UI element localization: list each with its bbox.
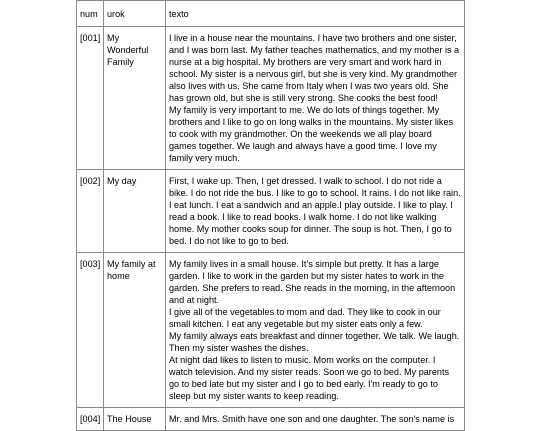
row-text-cell [166, 408, 465, 431]
row-lesson-title-cell: My Wonderful Family [104, 27, 166, 170]
row-num-cell: [001] [77, 27, 104, 170]
row-num-cell: [003] [77, 253, 104, 408]
text-paragraph: Mr. and Mrs. Smith have one son and one daughter. The son's name is [169, 414, 455, 424]
text-paragraph: My family always eats breakfast and dinner together. We talk. We laugh. [169, 331, 460, 341]
table-row [77, 170, 465, 253]
text-paragraph: Then my sister washes the dishes. [169, 343, 309, 353]
row-text-cell [166, 27, 465, 170]
lessons-table [76, 0, 465, 431]
row-num-cell: [004] [77, 408, 104, 431]
header-row [77, 1, 465, 27]
row-num-cell: [002] [77, 170, 104, 253]
row-text-cell [166, 253, 465, 408]
table-row [77, 253, 465, 408]
column-header-texto: texto [166, 1, 465, 27]
row-lesson-title-cell: My family at home [104, 253, 166, 408]
table-row [77, 27, 465, 170]
column-header-num: num [77, 1, 104, 27]
text-paragraph: At night dad likes to listen to music. Mom works on the computer. I watch television. And my sister reads. Soon we go to bed. My parents go to bed late but my sister and I go to bed early. I'm ready to go to sleep but my sister wants to keep reading. [169, 355, 450, 401]
text-paragraph: I live in a house near the mountains. I have two brothers and one sister, and I was born last. My father teaches mathematics, and my mother is a nurse at a big hospital. My brothers are very smart and work hard in school. My sister is a nervous girl, but she is very kind. My grandmother also lives with us. She came from Italy when I was two years old. She has grown old, but she is still very strong. She cooks the best food! [169, 33, 460, 103]
column-header-urok: urok [104, 1, 166, 27]
text-paragraph: My family lives in a small house. It's simple but pretty. It has a large garden. I like to work in the garden but my sister hates to work in the garden. She prefers to read. She reads in the morning, in the afternoon and at night. [169, 259, 456, 305]
row-text-cell [166, 170, 465, 253]
row-lesson-title-cell: My day [104, 170, 166, 253]
document-sheet [76, 0, 464, 431]
row-lesson-title-cell: The House [104, 408, 166, 431]
table-row [77, 408, 465, 431]
text-paragraph: My family is very important to me. We do lots of things together. My brothers and I like to go on long walks in the mountains. My sister likes to cook with my grandmother. On the weekends we all play board games together. We laugh and always have a good time. I love my family very much. [169, 105, 454, 163]
text-paragraph: First, I wake up. Then, I get dressed. I walk to school. I do not ride a bike. I do not ride the bus. I like to go to school. It rains. I do not like rain. I eat lunch. I eat a sandwich and an apple.I play outside. I like to play. I read a book. I like to read books. I walk home. I do not like walking home. My mother cooks soup for dinner. The soup is hot. Then, I go to bed. I do not like to go to bed. [169, 176, 461, 246]
text-paragraph: I give all of the vegetables to mom and dad. They like to cook in our small kitchen. I eat any vegetable but my sister eats only a few. [169, 307, 441, 329]
